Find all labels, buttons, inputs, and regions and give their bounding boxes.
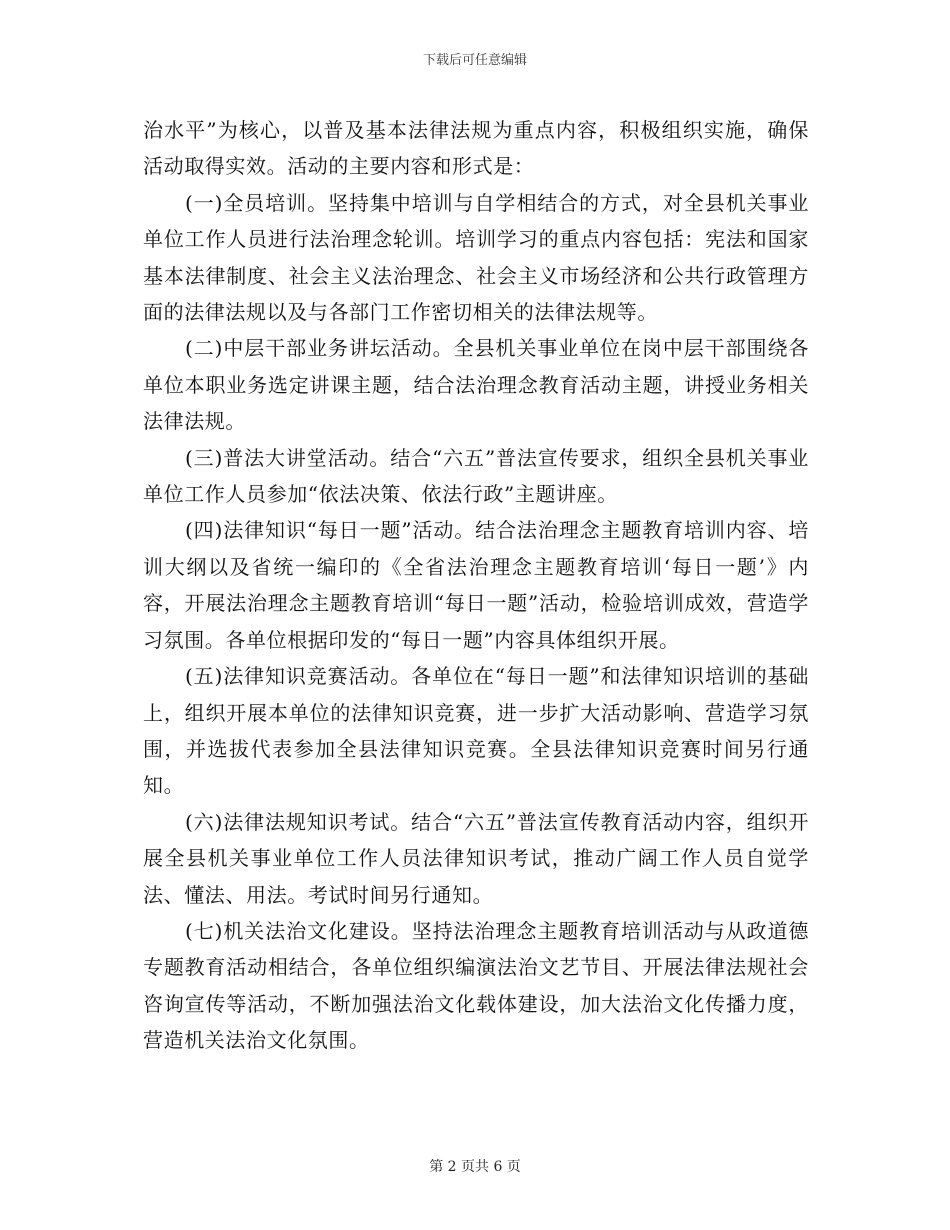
paragraph-item-3: (三)普法大讲堂活动。结合“六五”普法宣传要求，组织全县机关事业单位工作人员参加“依法决策、依法行政”主题讲座。 <box>143 445 809 507</box>
paragraph-item-1: (一)全员培训。坚持集中培训与自学相结合的方式，对全县机关事业单位工作人员进行法治理念轮训。培训学习的重点内容包括：宪法和国家基本法律制度、社会主义法治理念、社会主义市场经济和公共行政管理方面的法律法规以及与各部门工作密切相关的法律法规等。 <box>143 190 809 325</box>
paragraph-item-7: (七)机关法治文化建设。坚持法治理念主题教育培训活动与从政道德专题教育活动相结合，各单位组织编演法治文艺节目、开展法律法规社会咨询宣传等活动，不断加强法治文化载体建设，加大法治文化传播力度，营造机关法治文化氛围。 <box>143 918 809 1053</box>
paragraph-item-2: (二)中层干部业务讲坛活动。全县机关事业单位在岗中层干部围绕各单位本职业务选定讲课主题，结合法治理念教育活动主题，讲授业务相关法律法规。 <box>143 336 809 434</box>
page-footer: 第 2 页共 6 页 <box>429 1159 521 1175</box>
paragraph-continuation: 治水平”为核心，以普及基本法律法规为重点内容，积极组织实施，确保活动取得实效。活动的主要内容和形式是： <box>143 118 809 179</box>
paragraph-item-6: (六)法律法规知识考试。结合“六五”普法宣传教育活动内容，组织开展全县机关事业单位工作人员法律知识考试，推动广阔工作人员自觉学法、懂法、用法。考试时间另行通知。 <box>143 809 809 907</box>
page-header: 下载后可任意编辑 <box>422 53 527 68</box>
paragraph-item-5: (五)法律知识竞赛活动。各单位在“每日一题”和法律知识培训的基础上，组织开展本单位的法律知识竞赛，进一步扩大活动影响、营造学习氛围，并选拔代表参加全县法律知识竞赛。全县法律知识竞赛时间另行通知。 <box>143 664 809 798</box>
document-body <box>143 112 809 1059</box>
paragraph-item-4: (四)法律知识“每日一题”活动。结合法治理念主题教育培训内容、培训大纲以及省统一编印的《全省法治理念主题教育培训‘每日一题’》内容，开展法治理念主题教育培训“每日一题”活动，检验培训成效，营造学习氛围。各单位根据印发的“每日一题”内容具体组织开展。 <box>143 518 809 652</box>
